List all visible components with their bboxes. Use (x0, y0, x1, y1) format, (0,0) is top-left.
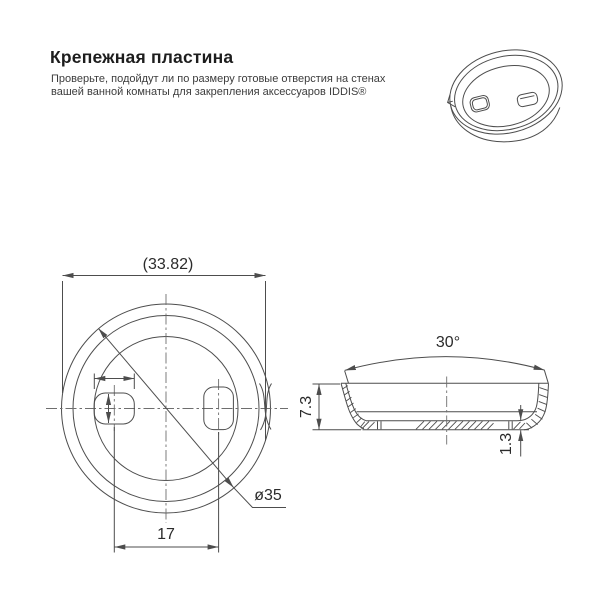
description-line-1: Проверьте, подойдут ли по размеру готовые отверстия на стенах (51, 73, 386, 85)
dim-hole-spacing-label: 17 (157, 526, 175, 543)
dim-thickness-label: 1.3 (498, 432, 515, 456)
dim-angle-label: 30° (435, 334, 461, 351)
page-title: Крепежная пластина (50, 47, 234, 67)
dim-height-label: 7.3 (298, 395, 315, 419)
front-view-drawing (46, 276, 288, 553)
dim-overall-width-label: (33.82) (142, 256, 194, 273)
dim-outer-diameter-label: ø35 (254, 487, 282, 504)
plate-3d-preview (441, 38, 571, 145)
description-line-2: вашей ванной комнаты для закрепления аксессуаров IDDIS® (51, 85, 367, 98)
